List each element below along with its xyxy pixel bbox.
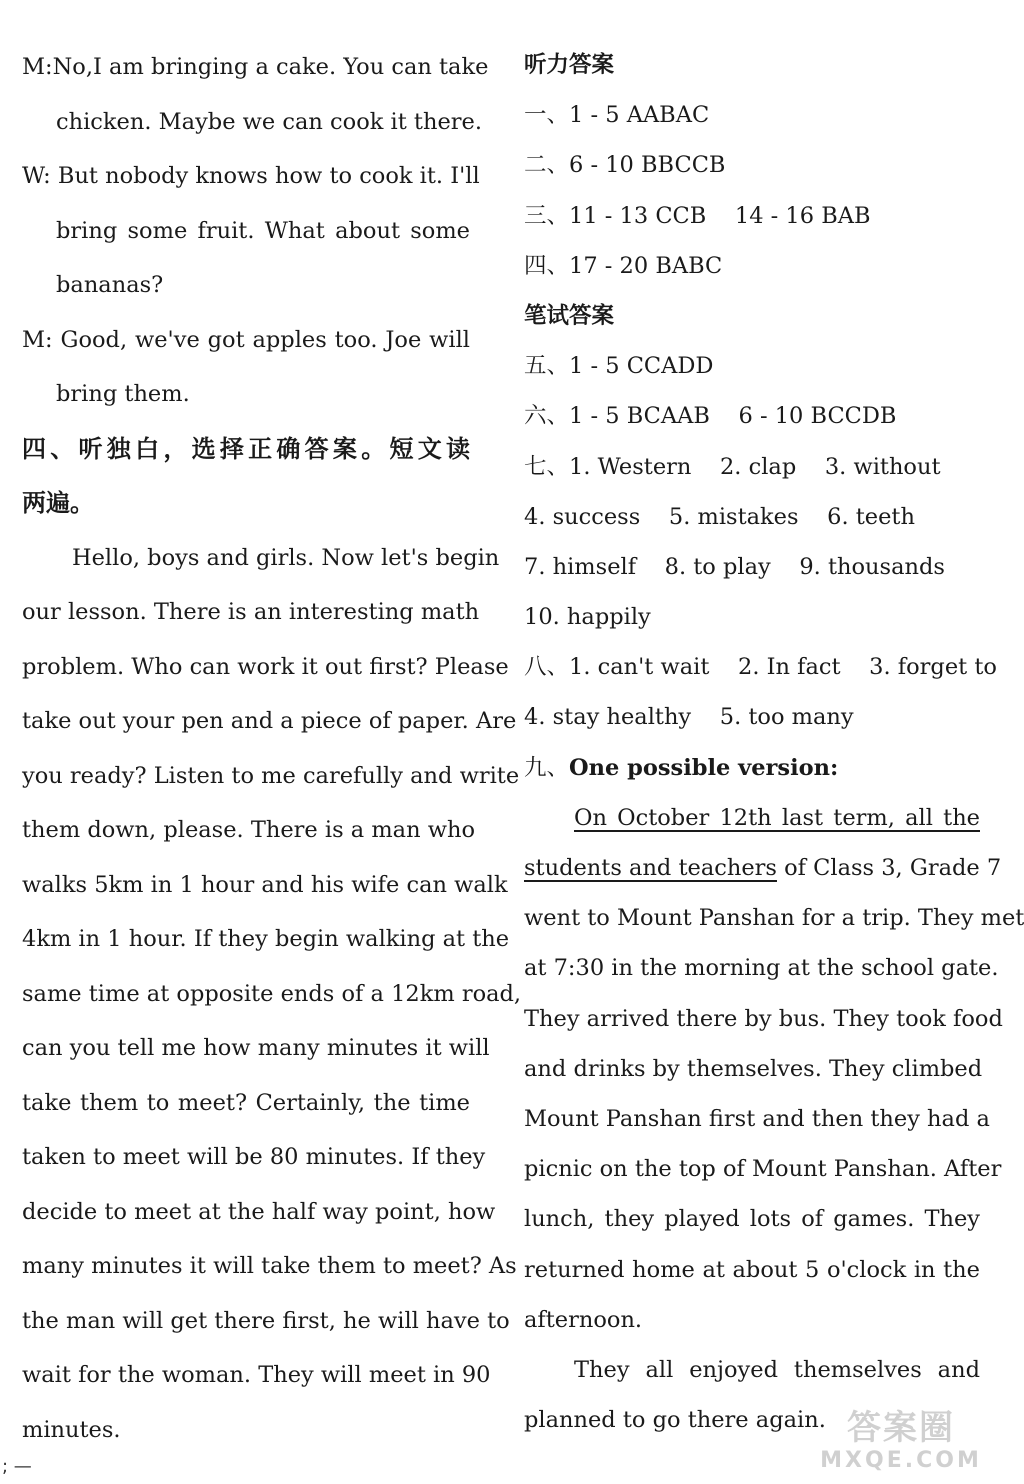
monologue-line: our lesson. There is an interesting math	[22, 599, 480, 625]
essay-line: afternoon.	[524, 1306, 643, 1333]
section-heading: 四、听独白，选择正确答案。短文读	[22, 434, 470, 463]
monologue-line: taken to meet will be 80 minutes. If they	[22, 1144, 486, 1170]
monologue-line: same time at opposite ends of a 12km road,	[22, 980, 522, 1007]
listening-answers-heading: 听力答案	[524, 52, 615, 78]
dialogue-line: M:No,I am bringing a cake. You can take	[22, 54, 489, 80]
dialogue-line: chicken. Maybe we can cook it there.	[56, 108, 482, 135]
answer-line: 四、17 - 20 BABC	[524, 252, 723, 279]
answer-line: 二、6 - 10 BBCCB	[524, 152, 726, 179]
essay-line: picnic on the top of Mount Panshan. After	[524, 1156, 1002, 1183]
site-watermark	[808, 1408, 994, 1480]
section-heading: 两遍。	[22, 489, 94, 517]
essay-line: They arrived there by bus. They took food	[524, 1005, 1003, 1032]
monologue-line: minutes.	[22, 1416, 121, 1443]
monologue-line: walks 5km in 1 hour and his wife can walk	[22, 871, 508, 898]
answer-line: 七、1. Western 2. clap 3. without	[524, 453, 941, 480]
monologue-line: them down, please. There is a man who	[22, 817, 476, 843]
essay-line: returned home at about 5 o'clock in the	[524, 1256, 980, 1283]
monologue-line: wait for the woman. They will meet in 90	[22, 1362, 491, 1388]
answer-line: 五、1 - 5 CCADD	[524, 353, 714, 380]
essay-line: Mount Panshan first and then they had a	[524, 1105, 990, 1132]
watermark-logo-text: 答案圈	[847, 1408, 955, 1448]
answer-line: 4. success 5. mistakes 6. teeth	[524, 503, 915, 530]
monologue-line: Hello, boys and girls. Now let's begin	[72, 544, 500, 571]
essay-line: at 7:30 in the morning at the school gate.	[524, 955, 999, 982]
left-column	[22, 40, 522, 1457]
answer-line: 7. himself 8. to play 9. thousands	[524, 553, 945, 580]
monologue-line: take out your pen and a piece of paper. Are	[22, 708, 517, 734]
page-footer-mark: ; —	[2, 1456, 32, 1477]
dialogue-line: bananas?	[56, 272, 164, 298]
monologue-line: problem. Who can work it out first? Please	[22, 653, 509, 680]
essay-line: They all enjoyed themselves and	[574, 1356, 980, 1383]
essay-line: and drinks by themselves. They climbed	[524, 1055, 983, 1082]
answer-line: 10. happily	[524, 604, 651, 631]
written-answers-heading: 笔试答案	[524, 302, 615, 329]
monologue-line: the man will get there first, he will have to	[22, 1307, 510, 1334]
answer-line: 4. stay healthy 5. too many	[524, 704, 854, 731]
dialogue-line: W: But nobody knows how to cook it. I'll	[22, 163, 480, 189]
essay-label	[524, 743, 980, 793]
monologue-line: 4km in 1 hour. If they begin walking at the	[22, 926, 510, 952]
dialogue-line: M: Good, we've got apples too. Joe will	[22, 326, 470, 353]
essay-underlined-text: students and teachers	[524, 855, 777, 881]
essay-line: went to Mount Panshan for a trip. They met	[524, 905, 1024, 932]
essay-line	[524, 793, 980, 843]
essay-line: planned to go there again.	[524, 1407, 826, 1434]
answer-line: 三、11 - 13 CCB 14 - 16 BAB	[524, 202, 871, 229]
essay-line: lunch, they played lots of games. They	[524, 1206, 980, 1233]
answer-line: 八、1. can't wait 2. In fact 3. forget to	[524, 654, 997, 681]
monologue-line: take them to meet? Certainly, the time	[22, 1089, 470, 1116]
answer-line: 一、1 - 5 AABAC	[524, 102, 710, 129]
essay-label-prefix: 九、	[524, 754, 570, 781]
monologue-line: can you tell me how many minutes it will	[22, 1035, 490, 1061]
right-column	[524, 40, 1024, 1445]
essay-text: of Class 3, Grade 7	[776, 855, 1002, 881]
essay-underlined-text: On October 12th last term, all the	[574, 804, 980, 831]
essay-line	[524, 843, 1002, 893]
watermark-url: MXQE.COM	[820, 1448, 982, 1473]
answer-line: 六、1 - 5 BCAAB 6 - 10 BCCDB	[524, 403, 897, 430]
dialogue-line: bring some fruit. What about some	[56, 217, 470, 244]
monologue-line: many minutes it will take them to meet? As	[22, 1253, 517, 1279]
dialogue-line: bring them.	[56, 381, 190, 407]
essay-label-text: One possible version:	[569, 754, 839, 781]
monologue-line: you ready? Listen to me carefully and write	[22, 762, 520, 789]
monologue-line: decide to meet at the half way point, how	[22, 1198, 496, 1225]
